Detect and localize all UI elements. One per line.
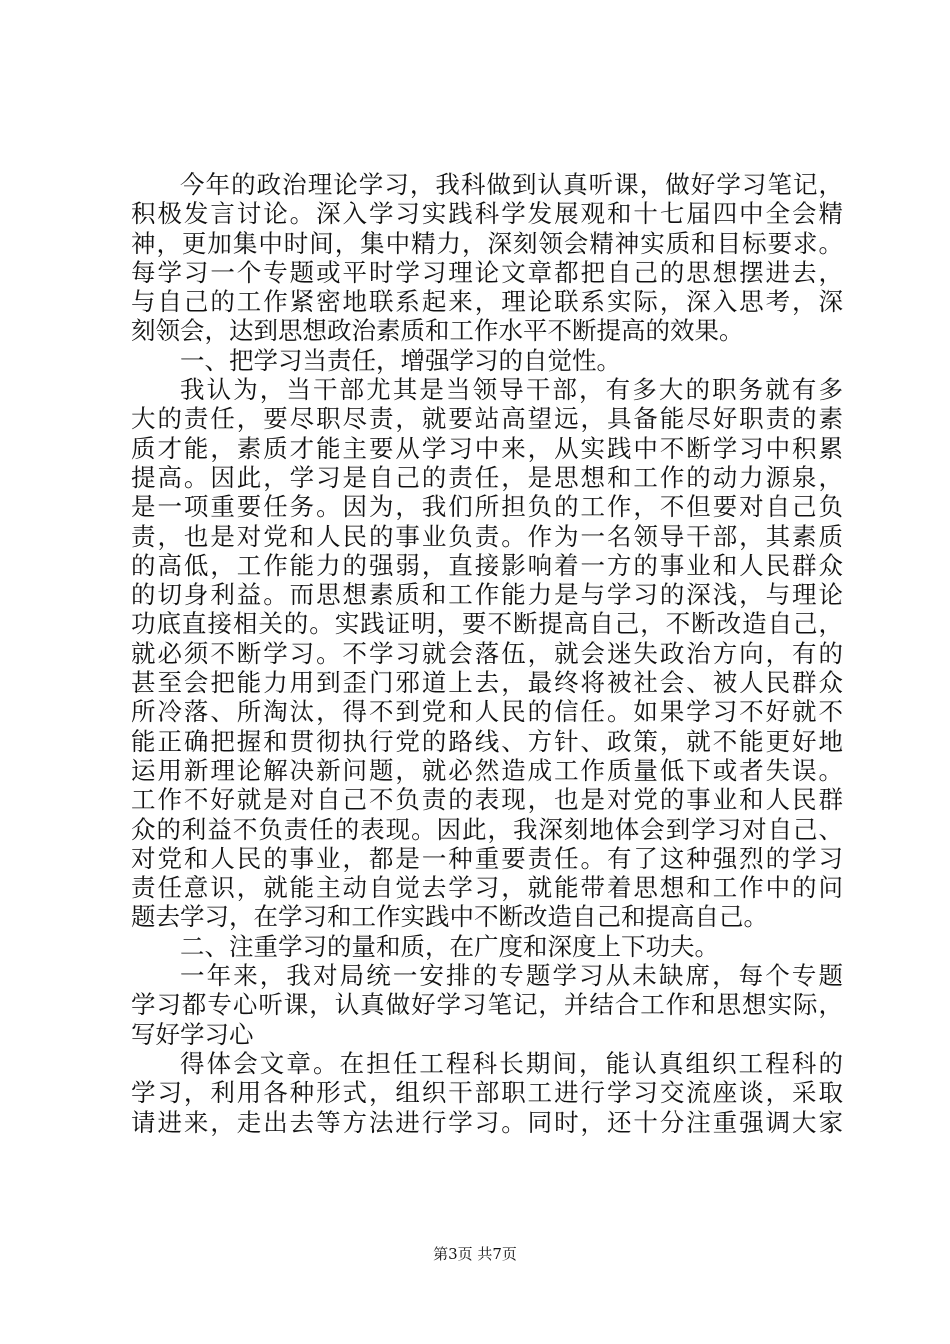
text-line: 责任意识，就能主动自觉去学习，就能带着思想和工作中的问 <box>131 873 843 903</box>
text-line: 题去学习，在学习和工作实践中不断改造自己和提高自己。 <box>131 902 768 932</box>
text-line: 学习都专心听课，认真做好学习笔记，并结合工作和思想实际， <box>131 990 843 1020</box>
text-line: 今年的政治理论学习，我科做到认真听课，做好学习笔记， <box>180 170 843 199</box>
text-line: 众的利益不负责任的表现。因此，我深刻地体会到学习对自己、 <box>131 814 843 844</box>
page-footer: 第3页 共7页 <box>433 1245 517 1263</box>
text-line: 得体会文章。在担任工程科长期间，能认真组织工程科的 <box>180 1048 843 1078</box>
text-line: 二、注重学习的量和质，在广度和深度上下功夫。 <box>180 931 719 961</box>
text-line: 请进来，走出去等方法进行学习。同时，还十分注重强调大家 <box>131 1107 843 1137</box>
text-line: 责，也是对党和人民的事业负责。作为一名领导干部，其素质 <box>131 521 843 551</box>
text-line: 工作不好就是对自己不负责的表现，也是对党的事业和人民群 <box>131 785 843 815</box>
text-line: 学习，利用各种形式，组织干部职工进行学习交流座谈，采取 <box>131 1078 843 1108</box>
text-line: 每学习一个专题或平时学习理论文章都把自己的思想摆进去， <box>131 257 843 287</box>
text-line: 甚至会把能力用到歪门邪道上去，最终将被社会、被人民群众 <box>131 668 843 698</box>
text-line: 对党和人民的事业，都是一种重要责任。有了这种强烈的学习 <box>131 843 843 873</box>
text-line: 的高低，工作能力的强弱，直接影响着一方的事业和人民群众 <box>131 550 843 580</box>
text-line: 一、把学习当责任，增强学习的自觉性。 <box>180 345 621 375</box>
text-line: 运用新理论解决新问题，就必然造成工作质量低下或者失误。 <box>131 755 843 785</box>
text-line: 质才能，素质才能主要从学习中来，从实践中不断学习中积累 <box>131 433 843 463</box>
text-line: 功底直接相关的。实践证明，要不断提高自己，不断改造自己， <box>131 609 843 639</box>
text-line: 是一项重要任务。因为，我们所担负的工作，不但要对自己负 <box>131 492 843 522</box>
text-line: 所冷落、所淘汰，得不到党和人民的信任。如果学习不好就不 <box>131 697 843 727</box>
text-line: 能正确把握和贯彻执行党的路线、方针、政策，就不能更好地 <box>131 726 843 756</box>
text-line: 与自己的工作紧密地联系起来，理论联系实际，深入思考，深 <box>131 287 843 317</box>
text-line: 我认为，当干部尤其是当领导干部，有多大的职务就有多 <box>180 375 843 405</box>
text-line: 的切身利益。而思想素质和工作能力是与学习的深浅，与理论 <box>131 580 843 610</box>
text-line: 神，更加集中时间，集中精力，深刻领会精神实质和目标要求。 <box>131 228 843 258</box>
body-text <box>131 170 843 1137</box>
text-line: 写好学习心 <box>131 1019 254 1049</box>
text-line: 积极发言讨论。深入学习实践科学发展观和十七届四中全会精 <box>131 199 843 229</box>
text-line: 就必须不断学习。不学习就会落伍，就会迷失政治方向，有的 <box>131 638 843 668</box>
text-line: 大的责任，要尽职尽责，就要站高望远，具备能尽好职责的素 <box>131 404 843 434</box>
text-line: 刻领会，达到思想政治素质和工作水平不断提高的效果。 <box>131 316 744 346</box>
text-line: 提高。因此，学习是自己的责任，是思想和工作的动力源泉， <box>131 462 843 492</box>
text-line: 一年来，我对局统一安排的专题学习从未缺席，每个专题 <box>180 961 843 991</box>
